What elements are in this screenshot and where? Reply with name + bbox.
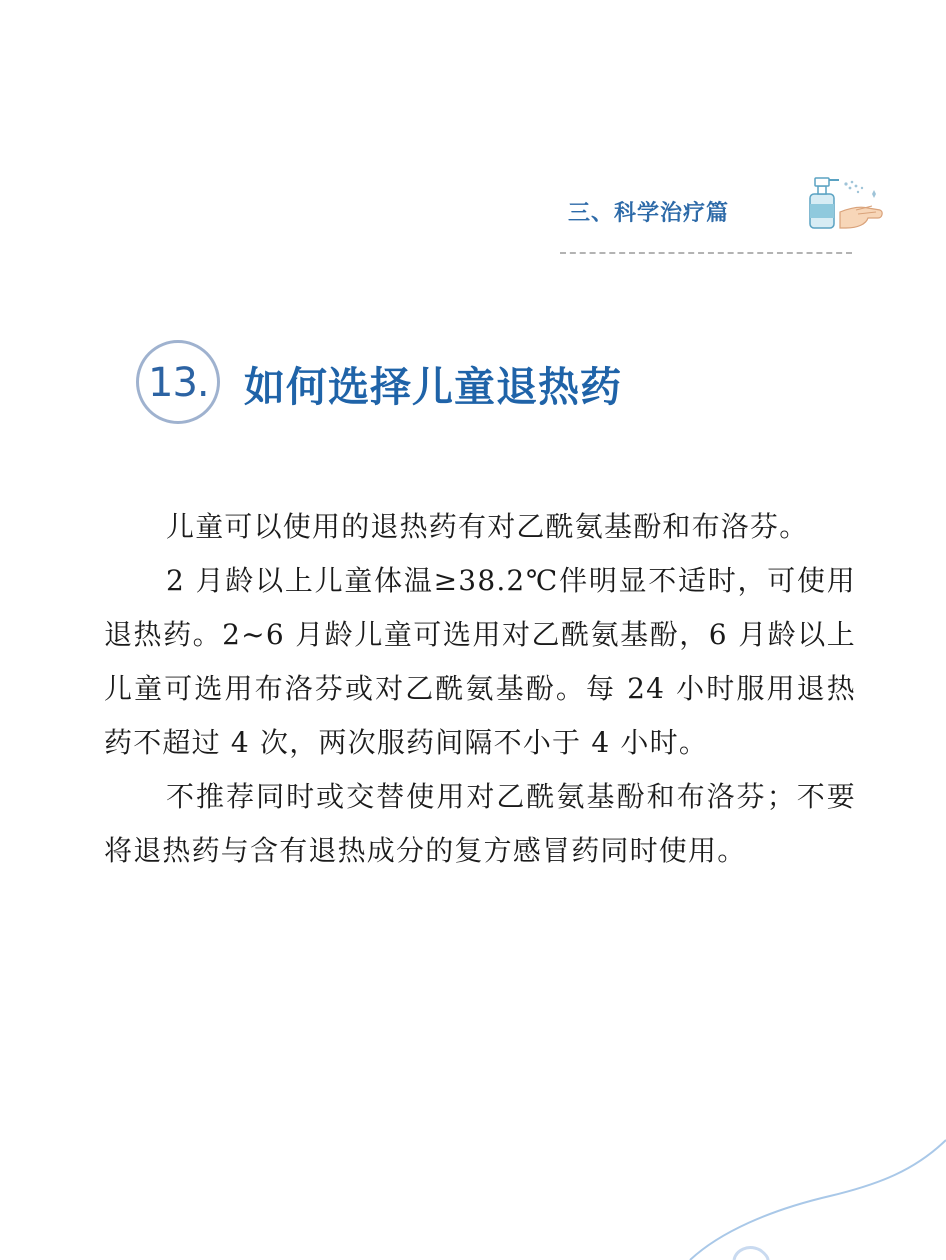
page-title: 如何选择儿童退热药	[244, 363, 622, 411]
title-block	[136, 340, 836, 432]
paragraph: 不推荐同时或交替使用对乙酰氨基酚和布洛芬；不要将退热药与含有退热成分的复方感冒药同时使用。	[104, 780, 856, 867]
section-label: 三、科学治疗篇	[568, 201, 730, 226]
title-number: 13.	[148, 360, 209, 406]
hand-sanitizer-icon	[806, 172, 884, 232]
header-divider	[560, 252, 852, 254]
paragraph: 2 月龄以上儿童体温≥38.2℃伴明显不适时，可使用退热药。2~6 月龄儿童可选用对乙酰氨基酚，6 月龄以上儿童可选用布洛芬或对乙酰氨基酚。每 24 小时服用退热药不超过 4 次，两次服药间隔不小于 4 小时。	[104, 564, 856, 759]
page-header	[560, 172, 880, 262]
body-text	[104, 500, 856, 878]
paragraph: 儿童可以使用的退热药有对乙酰氨基酚和布洛芬。	[166, 510, 809, 543]
